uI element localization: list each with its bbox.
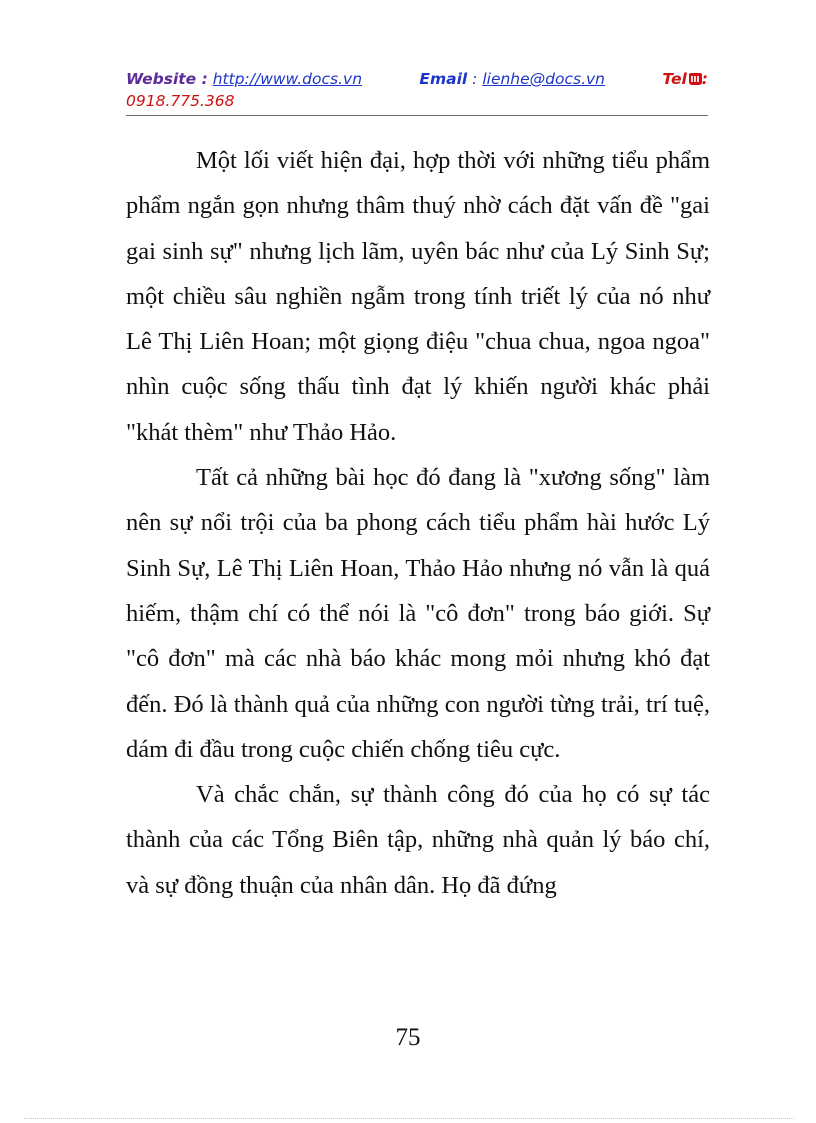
body-text — [126, 138, 710, 908]
tel-colon: : — [701, 70, 708, 88]
tel-label: Tel — [662, 70, 687, 88]
website-group — [126, 68, 362, 90]
email-group — [419, 68, 605, 90]
paragraph-2: Tất cả những bài học đó đang là "xương sống" làm nên sự nổi trội của ba phong cách tiểu phẩm hài hước Lý Sinh Sự, Lê Thị Liên Hoan, Thảo Hảo nhưng nó vẫn là quá hiếm, thậm chí có thể nói là "cô đơn" trong báo giới. Sự "cô đơn" mà các nhà báo khác mong mỏi nhưng khó đạt đến. Đó là thành quả của những con người từng trải, trí tuệ, dám đi đầu trong cuộc chiến chống tiêu cực. — [126, 464, 710, 763]
website-link[interactable]: http://www.docs.vn — [212, 70, 363, 88]
phone-number: 0918.775.368 — [126, 92, 235, 110]
page-number: 75 — [395, 1024, 421, 1051]
email-label: Email — [419, 70, 468, 88]
website-label: Website : — [126, 70, 208, 88]
email-colon: : — [472, 70, 478, 88]
page-bottom-edge — [24, 1118, 794, 1119]
paragraph-3: Và chắc chắn, sự thành công đó của họ có sự tác thành của các Tổng Biên tập, những nhà quản lý báo chí, và sự đồng thuận của nhân dân. Họ đã đứng — [126, 781, 710, 899]
tel-group — [662, 68, 708, 90]
email-link[interactable]: lienhe@docs.vn — [482, 70, 606, 88]
page-header — [126, 68, 708, 112]
paragraph-1: Một lối viết hiện đại, hợp thời với những tiểu phẩm phẩm ngắn gọn nhưng thâm thuý nhờ cách đặt vấn đề "gai gai sinh sự" nhưng lịch lãm, uyên bác như của Lý Sinh Sự; một chiều sâu nghiền ngẫm trong tính triết lý của nó như Lê Thị Liên Hoan; một giọng điệu "chua chua, ngoa ngoa" nhìn cuộc sống thấu tình đạt lý khiến người khác phải "khát thèm" như Thảo Hảo. — [126, 147, 710, 446]
header-divider — [126, 115, 708, 116]
header-contact-line — [126, 68, 708, 90]
telephone-icon — [689, 73, 702, 85]
